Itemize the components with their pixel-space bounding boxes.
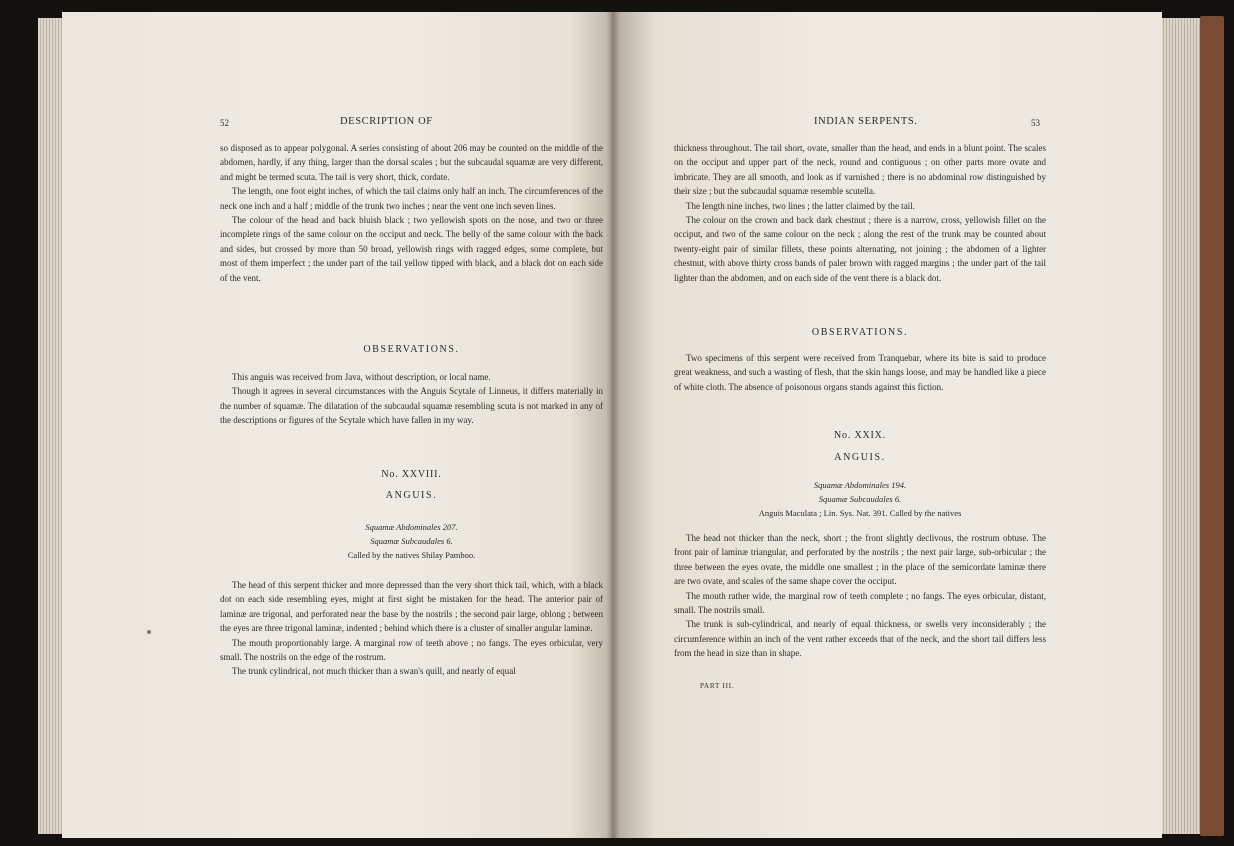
section-number: No. XXIX.	[834, 430, 886, 441]
paragraph: The head of this serpent thicker and more depressed than the very short thick tail, which, with a black dot on each side resembling eyes, might at first sight be mistaken for the head. The anterior pair of laminæ are trigonal, and perforated near the base by the nostrils ; the second pair large, oblong ; between the eyes are three trigonal laminæ, indented ; behind which there is a cluster of smaller angular laminæ.	[220, 580, 603, 634]
right-page-edges	[1158, 18, 1204, 834]
printer-signature: PART III.	[700, 682, 735, 690]
paragraph: The colour of the head and back bluish black ; two yellowish spots on the nose, and two or three incomplete rings of the same colour on the occiput and neck. The belly of the same colour with the back and sides, but crossed by more than 50 broad, yellowish rings with ragged edges, some complete, but most of them imperfect ; the under part of the tail yellow tipped with black, and a black dot on each side of the vent.	[220, 215, 603, 283]
squamae-subcaudales: Squamæ Subcaudales 6.	[818, 494, 902, 504]
scale-counts	[674, 478, 1046, 520]
left-page-edges	[38, 18, 64, 834]
paragraph: The mouth rather wide, the marginal row of teeth complete ; no fangs. The eyes orbicular, distant, small. The nostrils small.	[674, 590, 1046, 616]
paragraph: so disposed as to appear polygonal. A series consisting of about 206 may be counted on the middle of the abdomen, hardly, if any thing, larger than the dorsal scales ; but the subcaudal squamæ are very different, and might be termed scuta. The tail is very short, thick, cordate.	[220, 143, 603, 182]
paragraph: The colour on the crown and back dark chestnut ; there is a narrow, cross, yellowish fillet on the occiput, and two of the same colour on the neck ; along the rest of the trunk may be counted about twenty-eight pair of similar fillets, these points alternating, not joining ; the abdomen of a lighter chestnut, with above thirty cross bands of paler brown with ragged margins ; the under part of the tail lighter than the abdomen, and on each side of the vent there is a black dot.	[674, 215, 1046, 283]
paragraph: The trunk is sub-cylindrical, and nearly of equal thickness, or swells very inconsiderably ; the circumference within an inch of the vent rather exceeds that of the neck, and the short tail differs less from the head in size than in shape.	[674, 619, 1046, 659]
running-head: DESCRIPTION OF	[340, 116, 433, 127]
observations-heading: OBSERVATIONS.	[363, 344, 460, 355]
right-text-block-1	[674, 141, 1046, 285]
squamae-abdominales: Squamæ Abdominales 207.	[365, 522, 458, 532]
left-page	[62, 12, 614, 838]
book-cover-edge	[1200, 16, 1224, 836]
section-number: No. XXVIII.	[381, 469, 442, 480]
native-name: Anguis Maculata ; Lin. Sys. Nat. 391. Called by the natives	[758, 508, 962, 518]
book-gutter	[606, 12, 620, 838]
scale-counts	[220, 520, 603, 562]
paragraph: The length, one foot eight inches, of which the tail claims only half an inch. The circumferences of the neck one inch and a half ; middle of the trunk two inches ; near the vent one inch seven lines.	[220, 186, 603, 211]
left-text-block-1	[220, 141, 603, 285]
right-text-block-2	[674, 351, 1046, 394]
paragraph: The head not thicker than the neck, short ; the front slightly declivous, the rostrum obtuse. The front pair of laminæ triangular, and perforated by the nostrils ; the next pair large, sub-orbicular ; the three between the eyes ovate, the middle one smallest ; in the place of the semicordate laminæ there are two ovate, and scales of the same shape cover the occiput.	[674, 533, 1046, 587]
paragraph: Though it agrees in several circumstances with the Anguis Scytale of Linneus, it differs materially in the number of squamæ. The dilatation of the subcaudal squamæ resembling scuta is not marked in any of the descriptions or figures of the Scytale which have fallen in my way.	[220, 386, 603, 426]
observations-heading: OBSERVATIONS.	[811, 327, 909, 338]
left-text-block-2	[220, 370, 603, 428]
paragraph: This anguis was received from Java, without description, or local name.	[232, 372, 491, 382]
right-page	[612, 12, 1162, 838]
squamae-abdominales: Squamæ Abdominales 194.	[813, 480, 907, 490]
section-title: ANGUIS.	[834, 452, 886, 463]
native-name: Called by the natives Shilay Pamboo.	[347, 550, 476, 560]
margin-dot	[147, 630, 151, 634]
right-text-block-3	[674, 531, 1046, 661]
page-number: 52	[220, 118, 229, 128]
running-head: INDIAN SERPENTS.	[814, 116, 918, 127]
paragraph: The mouth proportionably large. A marginal row of teeth above ; no fangs. The eyes orbicular, very small. The nostrils on the edge of the rostrum.	[220, 637, 603, 663]
page-number: 53	[1031, 118, 1040, 128]
left-text-block-3	[220, 578, 603, 679]
paragraph: The trunk cylindrical, not much thicker than a swan's quill, and nearly of equal	[232, 666, 516, 677]
squamae-subcaudales: Squamæ Subcaudales 6.	[370, 536, 453, 546]
section-title: ANGUIS.	[385, 490, 438, 501]
paragraph: thickness throughout. The tail short, ovate, smaller than the head, and ends in a blunt point. The scales on the occiput and upper part of the neck, round and contiguous ; on other parts more ovate and imbricate. They are all smooth, and look as if varnished ; there is no abdominal row distinguished by their size ; but the subcaudal squamæ resemble scutella.	[674, 143, 1046, 197]
paragraph: The length nine inches, two lines ; the latter claimed by the tail.	[686, 200, 915, 211]
paragraph: Two specimens of this serpent were received from Tranquebar, where its bite is said to produce great weakness, and such a wasting of flesh, that the skin hangs loose, and may be handled like a piece of white cloth. The absence of poisonous organs stands against this fiction.	[674, 353, 1046, 392]
